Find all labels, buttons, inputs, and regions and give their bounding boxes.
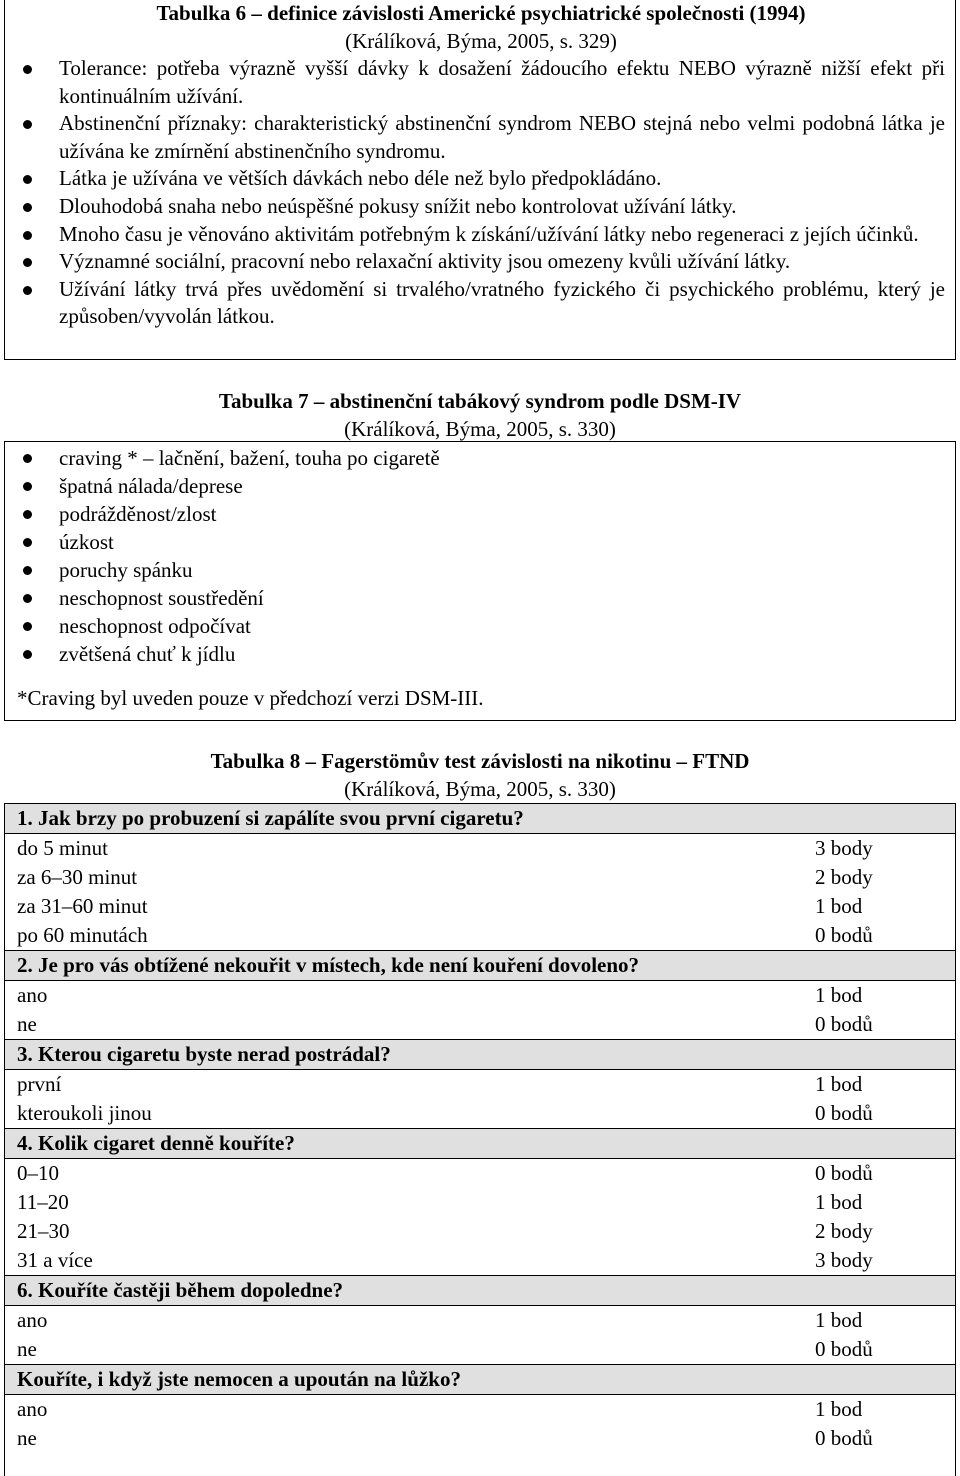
table6-caption: Tabulka 6 – definice závislosti Americké psychiatrické společnosti (1994) <box>156 1 806 25</box>
table6-source: (Králíková, Býma, 2005, s. 329) <box>345 29 617 53</box>
list-item: Tolerance: potřeba výrazně vyšší dávky k dosažení žádoucího efektu NEBO výrazně nižší efekt při kontinuálním užívání. <box>17 55 945 110</box>
bullet-icon <box>23 65 32 74</box>
bullet-icon <box>23 120 32 129</box>
table-row: 21–30 2 body <box>17 1219 873 1243</box>
bullet-icon <box>23 175 32 184</box>
bullet-icon <box>23 510 32 519</box>
list-item: neschopnost odpočívat <box>17 612 945 640</box>
table7-caption: Tabulka 7 – abstinenční tabákový syndrom podle DSM-IV <box>218 389 742 413</box>
table-row: ne 0 bodů <box>17 1426 873 1450</box>
list-item: zvětšená chuť k jídlu <box>17 640 945 668</box>
table6-box <box>4 0 956 360</box>
table-row: první 1 bod <box>17 1072 863 1096</box>
bullet-icon <box>23 258 32 267</box>
question-row: Kouříte, i když jste nemocen a upoután na lůžko? <box>5 1365 955 1395</box>
table8-box <box>4 803 956 1476</box>
bullet-icon <box>23 231 32 240</box>
table8-header <box>4 747 956 803</box>
table-row: 11–20 1 bod <box>17 1190 863 1214</box>
question-row: 6. Kouříte častěji během dopoledne? <box>5 1276 955 1306</box>
bullet-icon <box>23 566 32 575</box>
table-row: za 6–30 minut 2 body <box>17 865 873 889</box>
bullet-icon <box>23 286 32 295</box>
list-item: Abstinenční příznaky: charakteristický abstinenční syndrom NEBO stejná nebo velmi podobná látka je užívána ke zmírnění abstinenčního syndromu. <box>17 110 945 165</box>
table7-header <box>4 387 956 443</box>
list-item: neschopnost soustředění <box>17 584 945 612</box>
table-row: po 60 minutách 0 bodů <box>17 923 873 947</box>
table-row: 31 a více 3 body <box>17 1248 873 1272</box>
table7-source: (Králíková, Býma, 2005, s. 330) <box>344 417 616 441</box>
ftnd-table <box>5 804 955 1453</box>
table7-list <box>17 444 945 668</box>
bullet-icon <box>23 454 32 463</box>
list-item: poruchy spánku <box>17 556 945 584</box>
table6-list <box>17 55 945 331</box>
table8-caption: Tabulka 8 – Fagerstömův test závislosti na nikotinu – FTND <box>210 749 750 773</box>
table7-note: *Craving byl uveden pouze v předchozí verzi DSM-III. <box>17 686 484 710</box>
bullet-icon <box>23 594 32 603</box>
table-row: ano 1 bod <box>17 983 863 1007</box>
table-row: ne 0 bodů <box>17 1337 873 1361</box>
bullet-icon <box>23 650 32 659</box>
table-row: ne 0 bodů <box>17 1012 873 1036</box>
table-row: ano 1 bod <box>17 1397 863 1421</box>
list-item: craving * – lačnění, bažení, touha po cigaretě <box>17 444 945 472</box>
question-row: 2. Je pro vás obtížené nekouřit v místech, kde není kouření dovoleno? <box>5 951 955 981</box>
bullet-icon <box>23 622 32 631</box>
question-row: 4. Kolik cigaret denně kouříte? <box>5 1129 955 1159</box>
list-item: Dlouhodobá snaha nebo neúspěšné pokusy snížit nebo kontrolovat užívání látky. <box>17 193 945 221</box>
list-item: Užívání látky trvá přes uvědomění si trvalého/vratného fyzického či psychického problému, který je způsoben/vyvolán látkou. <box>17 276 945 331</box>
table8-source: (Králíková, Býma, 2005, s. 330) <box>344 777 616 801</box>
list-item: Mnoho času je věnováno aktivitám potřebným k získání/užívání látky nebo regeneraci z jejích účinků. <box>17 221 945 249</box>
table7-box <box>4 441 956 721</box>
list-item: podrážděnost/zlost <box>17 500 945 528</box>
table-row: ano 1 bod <box>17 1308 863 1332</box>
question-row: 3. Kterou cigaretu byste nerad postrádal? <box>5 1040 955 1070</box>
bullet-icon <box>23 482 32 491</box>
list-item: Významné sociální, pracovní nebo relaxační aktivity jsou omezeny kvůli užívání látky. <box>17 248 945 276</box>
bullet-icon <box>23 538 32 547</box>
table-row: 0–10 0 bodů <box>17 1161 873 1185</box>
list-item: úzkost <box>17 528 945 556</box>
list-item: špatná nálada/deprese <box>17 472 945 500</box>
table-row: do 5 minut 3 body <box>17 836 873 860</box>
table-row: za 31–60 minut 1 bod <box>17 894 863 918</box>
question-row: 1. Jak brzy po probuzení si zapálíte svou první cigaretu? <box>5 804 955 834</box>
table-row: kteroukoli jinou 0 bodů <box>17 1101 873 1125</box>
bullet-icon <box>23 203 32 212</box>
list-item: Látka je užívána ve větších dávkách nebo déle než bylo předpokládáno. <box>17 165 945 193</box>
